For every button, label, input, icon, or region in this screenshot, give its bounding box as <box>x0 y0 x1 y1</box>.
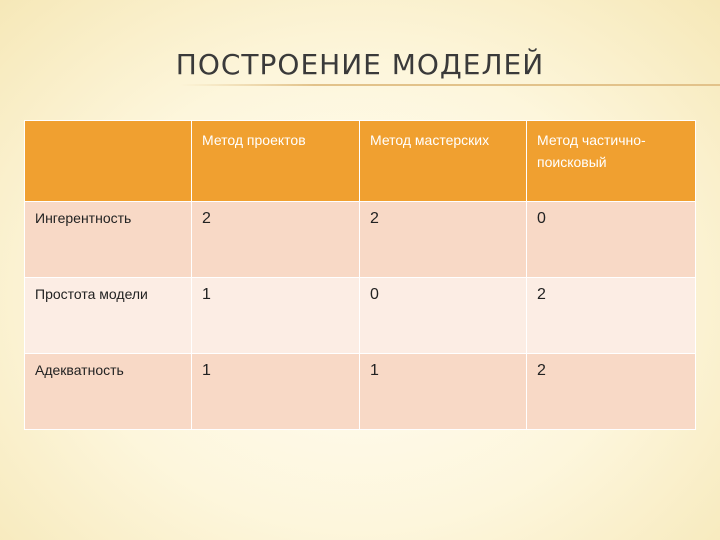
table-row <box>25 354 696 430</box>
row-label: Ингерентность <box>25 202 192 278</box>
table-cell: 2 <box>527 278 696 354</box>
header-cell-partial-search: Метод частично-поисковый <box>527 121 696 202</box>
table-cell: 0 <box>360 278 527 354</box>
slide-title: ПОСТРОЕНИЕ МОДЕЛЕЙ <box>175 48 545 81</box>
comparison-table <box>24 120 696 430</box>
table-cell: 0 <box>527 202 696 278</box>
header-cell-projects: Метод проектов <box>192 121 360 202</box>
table-row <box>25 202 696 278</box>
header-cell-empty <box>25 121 192 202</box>
title-underline <box>180 84 720 86</box>
header-cell-workshops: Метод мастерских <box>360 121 527 202</box>
table-cell: 2 <box>192 202 360 278</box>
table-header-row <box>25 121 696 202</box>
table-row <box>25 278 696 354</box>
row-label: Адекватность <box>25 354 192 430</box>
row-label: Простота модели <box>25 278 192 354</box>
table-cell: 2 <box>527 354 696 430</box>
table-cell: 2 <box>360 202 527 278</box>
table-cell: 1 <box>192 278 360 354</box>
table-cell: 1 <box>192 354 360 430</box>
table-cell: 1 <box>360 354 527 430</box>
